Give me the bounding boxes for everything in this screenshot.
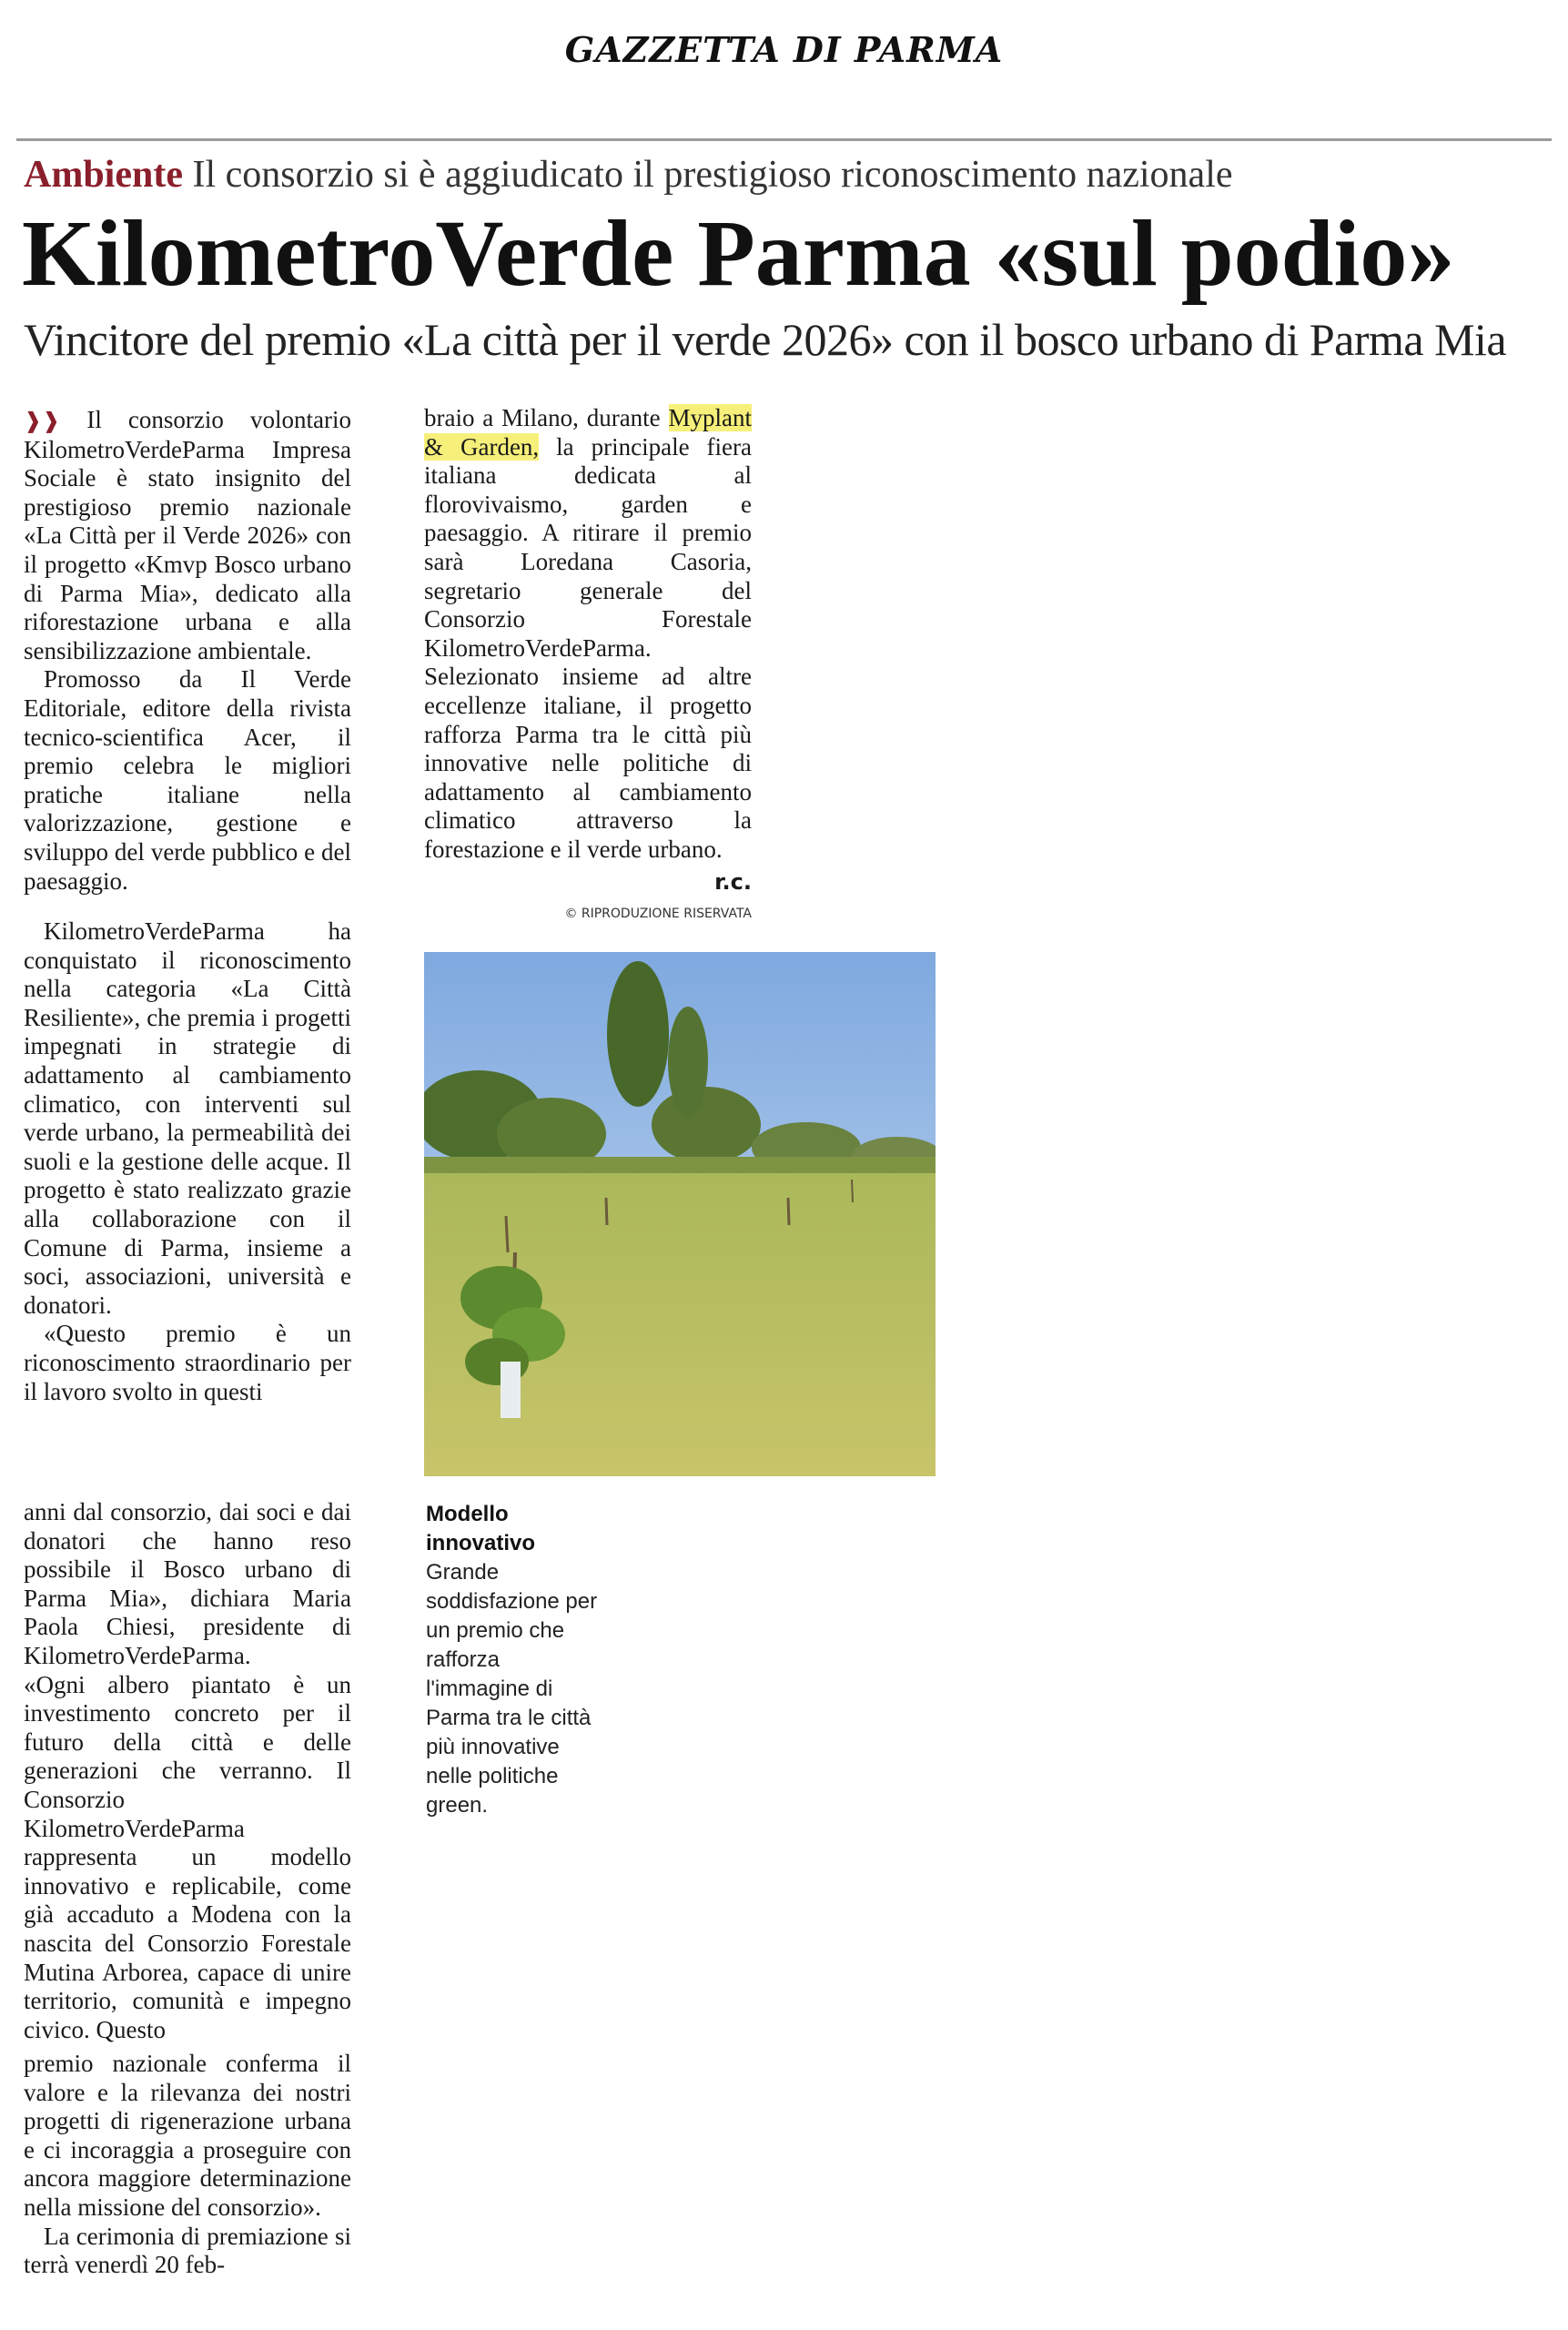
column-1-part-1 bbox=[24, 406, 351, 1406]
top-rule bbox=[16, 138, 1552, 141]
caption-text: Grande soddisfazione per un premio che rafforza l'immagine di Parma tra le città più innovative nelle politiche green. bbox=[426, 1560, 598, 1818]
column-1-part-2 bbox=[24, 1498, 351, 2044]
paragraph bbox=[24, 406, 351, 665]
highlighted-text: Myplant & Garden, bbox=[424, 404, 752, 461]
caption-title: Modello innovativo bbox=[426, 1502, 536, 1555]
masthead: GAZZETTA DI PARMA bbox=[564, 29, 1004, 70]
photo-caption bbox=[426, 1500, 608, 1820]
section-tag: Ambiente bbox=[24, 154, 183, 196]
column-1-part-3 bbox=[24, 2050, 351, 2280]
headline: KilometroVerde Parma «sul podio» bbox=[22, 201, 1455, 306]
paragraph-text: braio a Milano, durante bbox=[424, 404, 669, 431]
kicker-text: Il consorzio si è aggiudicato il prestigioso riconoscimento nazionale bbox=[182, 154, 1233, 196]
paragraph: premio nazionale conferma il valore e la rilevanza dei nostri progetti di rigenerazione urbana e ci incoraggia a proseguire con ancora maggiore determinazione nella missione del consorzio». bbox=[24, 2050, 351, 2221]
paragraph bbox=[424, 404, 752, 865]
paragraph: «Questo premio è un riconoscimento straordinario per il lavoro svolto in questi bbox=[24, 1320, 351, 1405]
article-photo bbox=[424, 952, 936, 1476]
paragraph-text: la principale fiera italiana dedicata al florovivaismo, garden e paesaggio. A ritirare il premio sarà Loredana Casoria, segretario generale del Consorzio Forestale KilometroVerdeParma. Selezionato insieme ad altre eccellenze italiane, il progetto rafforza Parma tra le città più innovative nelle politiche di adattamento al cambiamento climatico attraverso la forestazione e il verde urbano. bbox=[424, 432, 752, 863]
subhead: Vincitore del premio «La città per il verde 2026» con il bosco urbano di Parma Mia bbox=[24, 314, 1507, 365]
paragraph: La cerimonia di premiazione si terrà venerdì 20 feb- bbox=[24, 2222, 351, 2279]
paragraph: anni dal consorzio, dai soci e dai donatori che hanno reso possibile il Bosco urbano di Parma Mia», dichiara Maria Paola Chiesi, presidente di KilometroVerdeParma. bbox=[24, 1498, 351, 1669]
paragraph: «Ogni albero piantato è un investimento concreto per il futuro della città e delle generazioni che verranno. Il Consorzio KilometroVerdeParma rappresenta un modello innovativo e replicabile, come già accaduto a Modena con la nascita del Consorzio Forestale Mutina Arborea, capace di unire territorio, comunità e impegno civico. Questo bbox=[24, 1670, 351, 2043]
urban-forest-image bbox=[424, 952, 936, 1476]
quote-mark-icon: ❱❱ bbox=[24, 408, 61, 433]
author-initials: r.c. bbox=[714, 868, 752, 895]
paragraph: KilometroVerdeParma ha conquistato il riconoscimento nella categoria «La Città Resiliente», che premia i progetti impegnati in strategie di adattamento al cambiamento climatico, con interventi sul verde urbano, la permeabilità dei suoli e la gestione delle acque. Il progetto è stato realizzato grazie alla collaborazione con il Comune di Parma, insieme a soci, associazioni, università e donatori. bbox=[24, 917, 351, 1319]
kicker bbox=[24, 153, 1553, 197]
paragraph-text: Il consorzio volontario KilometroVerdeParma Impresa Sociale è stato insignito del prestigioso premio nazionale «La Città per il Verde 2026» con il progetto «Kmvp Bosco urbano di Parma Mia», dedicato alla riforestazione urbana e alla sensibilizzazione ambientale. bbox=[24, 406, 351, 664]
copyright-notice: © RIPRODUZIONE RISERVATA bbox=[564, 907, 752, 922]
paragraph: Promosso da Il Verde Editoriale, editore della rivista tecnico-scientifica Acer, il premio celebra le migliori pratiche italiane nella valorizzazione, gestione e sviluppo del verde pubblico e del paesaggio. bbox=[24, 665, 351, 895]
column-2 bbox=[424, 404, 752, 929]
